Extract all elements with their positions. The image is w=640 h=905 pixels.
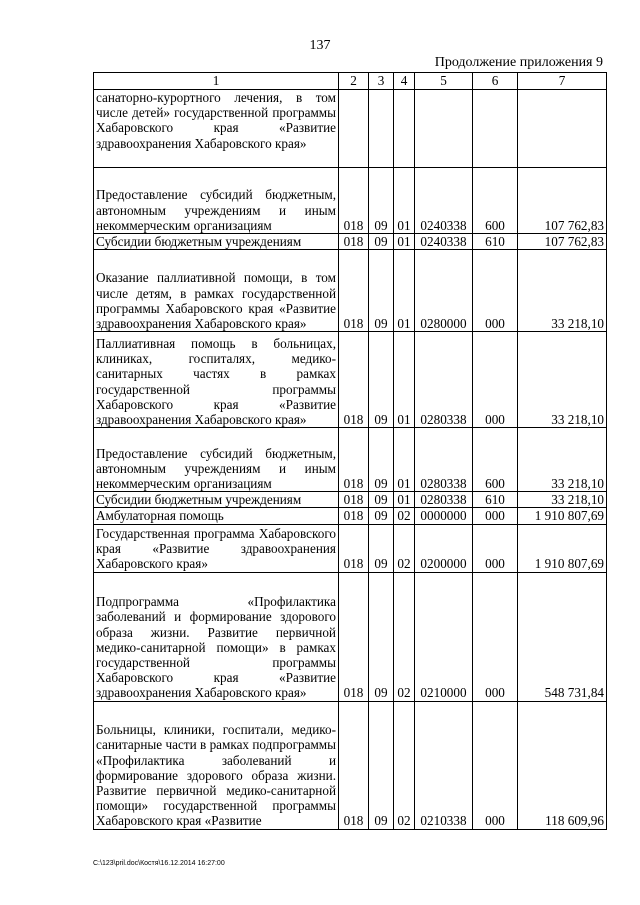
row-name: Субсидии бюджетным учреждениям [94, 234, 339, 250]
row-admin-code: 018 [339, 572, 369, 701]
row-amount: 33 218,10 [518, 250, 607, 332]
appendix-continuation-label: Продолжение приложения 9 [434, 55, 603, 70]
row-target-article: 0280338 [415, 332, 473, 428]
row-target-article: 0210000 [415, 572, 473, 701]
page-number: 137 [309, 38, 331, 53]
row-amount: 548 731,84 [518, 572, 607, 701]
row-subsection-code: 01 [394, 492, 415, 508]
row-subsection-code: 01 [394, 250, 415, 332]
row-target-article: 0000000 [415, 508, 473, 524]
row-expense-type: 000 [473, 250, 518, 332]
row-admin-code: 018 [339, 701, 369, 829]
header-col-6: 6 [473, 73, 518, 90]
budget-table [93, 72, 607, 830]
row-admin-code: 018 [339, 524, 369, 572]
table-row [94, 234, 607, 250]
table-row [94, 524, 607, 572]
row-subsection-code: 02 [394, 524, 415, 572]
row-amount: 107 762,83 [518, 168, 607, 234]
table-row [94, 168, 607, 234]
row-name: Предоставление субсидий бюджетным, автономным учреждениям и иным некоммерческим организациям [94, 428, 339, 492]
row-name: Паллиативная помощь в больницах, клиниках, госпиталях, медико-санитарных частях в рамках государственной программы Хабаровского края «Развитие здравоохранения Хабаровского края» [94, 332, 339, 428]
row-amount: 33 218,10 [518, 492, 607, 508]
row-target-article: 0240338 [415, 168, 473, 234]
row-section-code: 09 [369, 492, 394, 508]
table-header-row [94, 73, 607, 90]
row-expense-type [473, 90, 518, 168]
row-expense-type: 600 [473, 168, 518, 234]
row-target-article: 0280338 [415, 428, 473, 492]
row-name: Предоставление субсидий бюджетным, автономным учреждениям и иным некоммерческим организациям [94, 168, 339, 234]
row-section-code: 09 [369, 572, 394, 701]
table-row [94, 332, 607, 428]
row-section-code: 09 [369, 508, 394, 524]
table-row [94, 250, 607, 332]
row-admin-code: 018 [339, 234, 369, 250]
table-row [94, 572, 607, 701]
row-expense-type: 000 [473, 508, 518, 524]
row-admin-code: 018 [339, 508, 369, 524]
row-subsection-code: 01 [394, 428, 415, 492]
row-section-code: 09 [369, 332, 394, 428]
file-path-footer: C:\123\pril.doc\Костя\16.12.2014 16:27:00 [93, 860, 225, 867]
row-amount: 33 218,10 [518, 428, 607, 492]
row-target-article: 0280338 [415, 492, 473, 508]
row-target-article [415, 90, 473, 168]
row-section-code: 09 [369, 168, 394, 234]
row-admin-code: 018 [339, 168, 369, 234]
row-target-article: 0240338 [415, 234, 473, 250]
row-subsection-code: 02 [394, 508, 415, 524]
row-subsection-code: 01 [394, 332, 415, 428]
header-col-1: 1 [94, 73, 339, 90]
header-col-5: 5 [415, 73, 473, 90]
row-expense-type: 000 [473, 701, 518, 829]
header-col-3: 3 [369, 73, 394, 90]
row-subsection-code: 02 [394, 572, 415, 701]
row-name: Оказание паллиативной помощи, в том числе детям, в рамках государственной программы Хабаровского края «Развитие здравоохранения Хабаровского края» [94, 250, 339, 332]
row-section-code [369, 90, 394, 168]
row-admin-code: 018 [339, 428, 369, 492]
row-subsection-code: 01 [394, 168, 415, 234]
row-expense-type: 000 [473, 572, 518, 701]
row-section-code: 09 [369, 250, 394, 332]
header-col-7: 7 [518, 73, 607, 90]
row-section-code: 09 [369, 701, 394, 829]
row-amount [518, 90, 607, 168]
row-name: Государственная программа Хабаровского края «Развитие здравоохранения Хабаровского края» [94, 524, 339, 572]
row-admin-code: 018 [339, 250, 369, 332]
row-name: Амбулаторная помощь [94, 508, 339, 524]
row-subsection-code [394, 90, 415, 168]
row-expense-type: 000 [473, 332, 518, 428]
row-section-code: 09 [369, 524, 394, 572]
row-admin-code [339, 90, 369, 168]
row-section-code: 09 [369, 234, 394, 250]
row-expense-type: 600 [473, 428, 518, 492]
row-expense-type: 610 [473, 492, 518, 508]
row-target-article: 0210338 [415, 701, 473, 829]
row-amount: 1 910 807,69 [518, 508, 607, 524]
row-section-code: 09 [369, 428, 394, 492]
row-expense-type: 000 [473, 524, 518, 572]
row-name: санаторно-курортного лечения, в том числе детей» государственной программы Хабаровского края «Развитие здравоохранения Хабаровского края» [94, 90, 339, 168]
header-col-2: 2 [339, 73, 369, 90]
row-amount: 33 218,10 [518, 332, 607, 428]
row-admin-code: 018 [339, 492, 369, 508]
row-admin-code: 018 [339, 332, 369, 428]
table-row [94, 428, 607, 492]
row-target-article: 0200000 [415, 524, 473, 572]
row-target-article: 0280000 [415, 250, 473, 332]
table-row [94, 492, 607, 508]
header-col-4: 4 [394, 73, 415, 90]
row-amount: 107 762,83 [518, 234, 607, 250]
row-subsection-code: 01 [394, 234, 415, 250]
row-name: Больницы, клиники, госпитали, медико-санитарные части в рамках подпрограммы «Профилактика заболеваний и формирование здорового образа жизни. Развитие первичной медико-санитарной помощи» государственной программы Хабаровского края «Развитие [94, 701, 339, 829]
table-row [94, 701, 607, 829]
table-row [94, 90, 607, 168]
row-name: Подпрограмма «Профилактика заболеваний и формирование здорового образа жизни. Развитие первичной медико-санитарной помощи» в рамках государственной программы Хабаровского края «Развитие здравоохранения Хабаровского края» [94, 572, 339, 701]
row-name: Субсидии бюджетным учреждениям [94, 492, 339, 508]
table-row [94, 508, 607, 524]
row-amount: 118 609,96 [518, 701, 607, 829]
row-expense-type: 610 [473, 234, 518, 250]
row-amount: 1 910 807,69 [518, 524, 607, 572]
row-subsection-code: 02 [394, 701, 415, 829]
